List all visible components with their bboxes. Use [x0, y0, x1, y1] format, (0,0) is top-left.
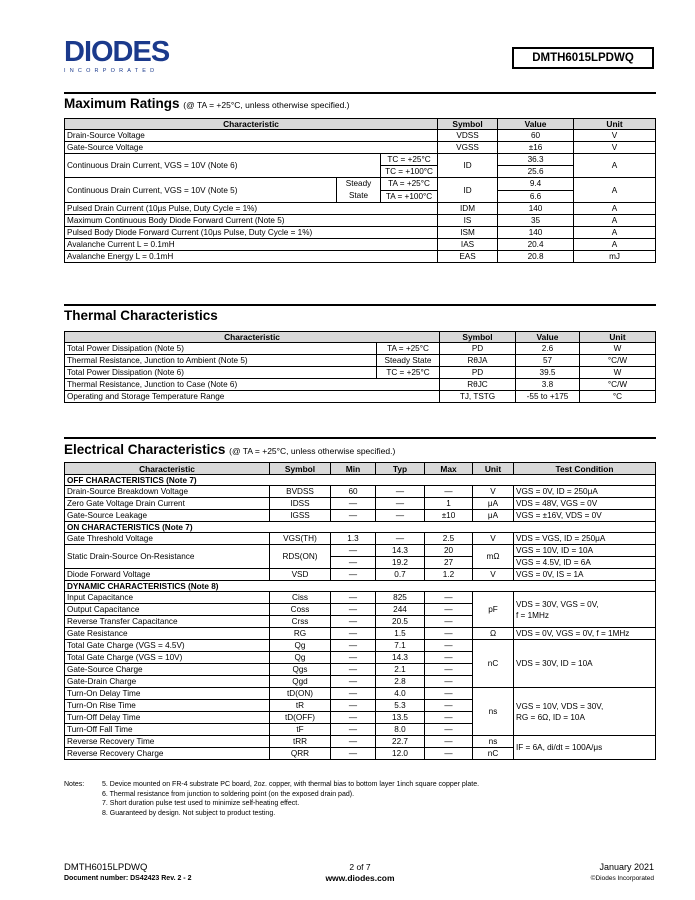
table-row: TA = +100°C 6.6	[65, 190, 656, 203]
part-number-box: DMTH6015LPDWQ	[512, 47, 654, 69]
col-symbol: Symbol	[270, 463, 331, 475]
table-row: Gate-Source Voltage VGSS ±16 V	[65, 142, 656, 154]
table-row: Zero Gate Voltage Drain Current IDSS — — 1 μA VDS = 48V, VGS = 0V	[65, 498, 656, 510]
table-row: Gate-Source Leakage IGSS — — ±10 μA VGS = ±16V, VDS = 0V	[65, 510, 656, 522]
table-row: Thermal Resistance, Junction to Ambient (Note 5) Steady State RθJA 57 °C/W	[65, 355, 656, 367]
table-row: Input Capacitance Ciss — 825 — pF VDS = 30V, VGS = 0V, f = 1MHz	[65, 592, 656, 604]
table-row: — 19.2 27 VGS = 4.5V, ID = 6A	[65, 557, 656, 569]
col-unit: Unit	[473, 463, 514, 475]
col-value: Value	[516, 332, 580, 343]
table-row: Reverse Transfer Capacitance Crss — 20.5 —	[65, 616, 656, 628]
table-row: Gate Threshold Voltage VGS(TH) 1.3 — 2.5 V VDS = VGS, ID = 250μA	[65, 533, 656, 545]
table-row: Total Gate Charge (VGS = 4.5V) Qg — 7.1 — nC VDS = 30V, ID = 10A	[65, 640, 656, 652]
table-row: Turn-Off Fall Time tF — 8.0 —	[65, 724, 656, 736]
footer-page: 2 of 7	[349, 862, 371, 872]
col-characteristic: Characteristic	[65, 332, 440, 343]
dynamic-characteristics-header: DYNAMIC CHARACTERISTICS (Note 8)	[65, 581, 656, 592]
table-row: Total Power Dissipation (Note 5) TA = +25°C PD 2.6 W	[65, 343, 656, 355]
table-row: Reverse Recovery Time tRR — 22.7 — ns IF = 6A, di/dt = 100A/μs	[65, 736, 656, 748]
table-row: Avalanche Energy L = 0.1mH EAS 20.8 mJ	[65, 251, 656, 263]
table-row: TC = +100°C 25.6	[65, 166, 656, 178]
col-symbol: Symbol	[440, 332, 516, 343]
table-row: Turn-On Rise Time tR — 5.3 —	[65, 700, 656, 712]
col-typ: Typ	[376, 463, 425, 475]
note-item: 5. Device mounted on FR-4 substrate PC board, 2oz. copper, with thermal bias to bottom layer 1inch square copper plate.	[102, 781, 480, 788]
section-rule	[64, 304, 656, 306]
footer-url[interactable]: www.diodes.com	[325, 873, 395, 883]
electrical-heading: Electrical Characteristics	[64, 442, 226, 457]
footer-copyright: ©Diodes Incorporated	[590, 875, 654, 882]
table-row: Gate-Source Charge Qgs — 2.1 —	[65, 664, 656, 676]
table-row: Continuous Drain Current, VGS = 10V (Note 5) Steady State TA = +25°C ID 9.4 A	[65, 178, 656, 191]
footer-date: January 2021	[599, 862, 654, 872]
table-row: Drain-Source Voltage VDSS 60 V	[65, 130, 656, 142]
electrical-condition: (@ TA = +25°C, unless otherwise specified.)	[229, 446, 396, 456]
table-row: Continuous Drain Current, VGS = 10V (Note 6) TC = +25°C ID 36.3 A	[65, 154, 656, 166]
col-symbol: Symbol	[438, 119, 498, 130]
col-characteristic: Characteristic	[65, 119, 438, 130]
thermal-table	[64, 331, 656, 403]
col-unit: Unit	[580, 332, 656, 343]
note-item: 8. Guaranteed by design. Not subject to product testing.	[102, 809, 276, 817]
table-row: Avalanche Current L = 0.1mH IAS 20.4 A	[65, 239, 656, 251]
table-row: Gate-Drain Charge Qgd — 2.8 —	[65, 676, 656, 688]
max-ratings-heading: Maximum Ratings	[64, 96, 180, 111]
thermal-title: Thermal Characteristics	[64, 308, 218, 323]
col-characteristic: Characteristic	[65, 463, 270, 475]
table-row: Pulsed Body Diode Forward Current (10μs Pulse, Duty Cycle = 1%) ISM 140 A	[65, 227, 656, 239]
notes-label: Notes:	[64, 781, 85, 788]
note-item: 6. Thermal resistance from junction to soldering point (on the exposed drain pad).	[102, 790, 355, 798]
table-row: Turn-On Delay Time tD(ON) — 4.0 — ns VGS = 10V, VDS = 30V, RG = 6Ω, ID = 10A	[65, 688, 656, 700]
col-max: Max	[425, 463, 473, 475]
max-ratings-table	[64, 118, 656, 263]
col-unit: Unit	[574, 119, 656, 130]
table-row: Turn-Off Delay Time tD(OFF) — 13.5 —	[65, 712, 656, 724]
max-ratings-condition: (@ TA = +25°C, unless otherwise specified.)	[183, 100, 350, 110]
table-row: Thermal Resistance, Junction to Case (Note 6) RθJC 3.8 °C/W	[65, 379, 656, 391]
footer-part: DMTH6015LPDWQ	[64, 862, 148, 873]
footer-docnum: Document number: DS42423 Rev. 2 - 2	[64, 875, 192, 882]
section-rule	[64, 92, 656, 94]
table-row: Diode Forward Voltage VSD — 0.7 1.2 V VGS = 0V, IS = 1A	[65, 569, 656, 581]
table-row: Gate Resistance RG — 1.5 — Ω VDS = 0V, VGS = 0V, f = 1MHz	[65, 628, 656, 640]
section-rule	[64, 437, 656, 439]
table-row: Output Capacitance Coss — 244 —	[65, 604, 656, 616]
table-row: Operating and Storage Temperature Range TJ, TSTG -55 to +175 °C	[65, 391, 656, 403]
table-row: Static Drain-Source On-Resistance RDS(ON) — 14.3 20 mΩ VGS = 10V, ID = 10A	[65, 545, 656, 557]
table-row: Total Gate Charge (VGS = 10V) Qg — 14.3 —	[65, 652, 656, 664]
table-row: Maximum Continuous Body Diode Forward Current (Note 5) IS 35 A	[65, 215, 656, 227]
col-min: Min	[331, 463, 376, 475]
table-row: Total Power Dissipation (Note 6) TC = +25°C PD 39.5 W	[65, 367, 656, 379]
col-value: Value	[498, 119, 574, 130]
logo-subtext: INCORPORATED	[64, 68, 159, 74]
off-characteristics-header: OFF CHARACTERISTICS (Note 7)	[65, 475, 656, 486]
table-row: Pulsed Drain Current (10μs Pulse, Duty Cycle = 1%) IDM 140 A	[65, 203, 656, 215]
col-test-condition: Test Condition	[514, 463, 656, 475]
electrical-title	[64, 442, 395, 459]
note-item: 7. Short duration pulse test used to minimize self-heating effect.	[102, 800, 300, 808]
logo-wordmark: DIODES	[64, 36, 170, 68]
max-ratings-title	[64, 96, 350, 113]
table-row: Reverse Recovery Charge QRR — 12.0 — nC	[65, 748, 656, 760]
diodes-logo	[64, 38, 186, 74]
electrical-table	[64, 462, 656, 760]
table-row: Drain-Source Breakdown Voltage BVDSS 60 — — V VGS = 0V, ID = 250μA	[65, 486, 656, 498]
on-characteristics-header: ON CHARACTERISTICS (Note 7)	[65, 522, 656, 533]
